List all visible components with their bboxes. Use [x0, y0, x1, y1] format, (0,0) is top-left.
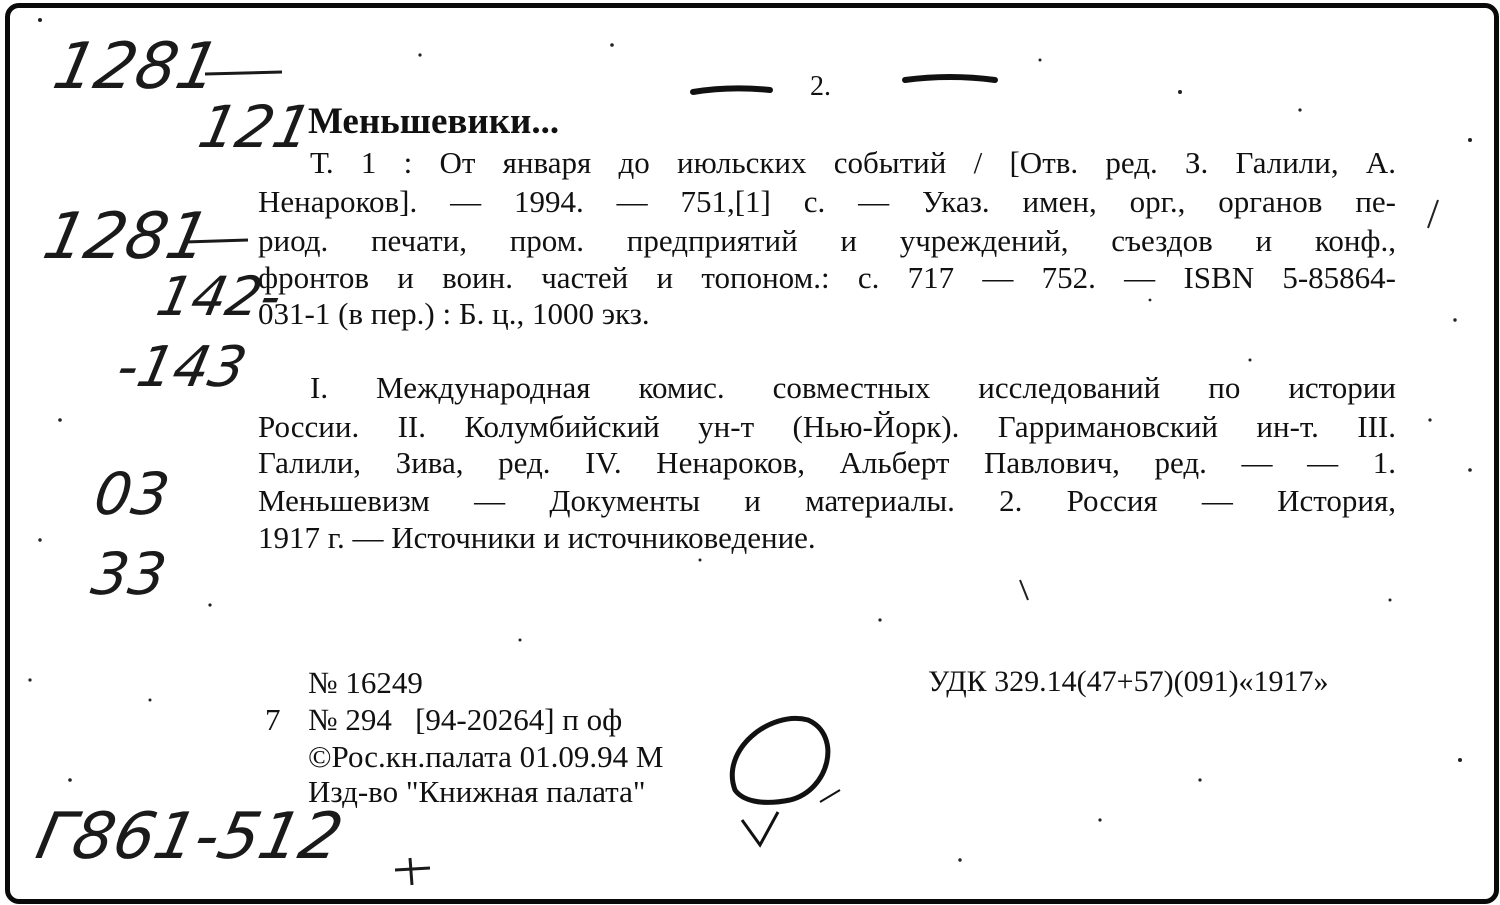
subject-line: Меньшевизм — Документы и материалы. 2. Россия — История, — [258, 483, 1396, 518]
record-number: № 16249 — [308, 665, 423, 700]
entry-line: фронтов и воин. частей и топоном.: с. 717 — 752. — ISBN 5-85864- — [258, 260, 1396, 295]
handwritten-shelfmark: 121 — [192, 93, 318, 161]
handwritten-code: 03 — [90, 460, 174, 528]
page-number: 2. — [810, 71, 831, 102]
udk-code: УДК 329.14(47+57)(091)«1917» — [928, 665, 1329, 698]
subject-line: I. Международная комис. совместных исследований по истории — [310, 370, 1396, 405]
handwritten-shelfmark: 142- — [151, 265, 288, 328]
entry-line: риод. печати, пром. предприятий и учреждений, съездов и конф., — [258, 223, 1396, 258]
footer-line: № 294 [94-20264] п оф — [308, 702, 623, 737]
subject-line: Галили, Зива, ред. IV. Ненароков, Альберт Павлович, ред. — — 1. — [258, 445, 1396, 480]
handwritten-shelfmark: -143 — [111, 335, 253, 400]
entry-line: Т. 1 : От января до июльских событий / [Отв. ред. З. Галили, А. — [310, 145, 1396, 180]
handwritten-code: 33 — [87, 540, 171, 608]
handwritten-shelfmark: 1281 — [37, 200, 216, 274]
footer-line: ©Рос.кн.палата 01.09.94 М — [308, 739, 664, 774]
record-title: Меньшевики... — [308, 101, 560, 142]
publisher-line: Изд-во "Книжная палата" — [308, 774, 646, 809]
subject-line: России. II. Колумбийский ун-т (Нью-Йорк). Гарримановский ин-т. III. — [258, 409, 1396, 444]
entry-line: Ненароков]. — 1994. — 751,[1] с. — Указ. имен, орг., органов пе- — [258, 184, 1396, 219]
handwritten-shelfmark: 1281 — [47, 30, 226, 104]
entry-line: 031-1 (в пер.) : Б. ц., 1000 экз. — [258, 296, 650, 331]
handwritten-inventory: Г861-512 — [30, 800, 349, 874]
subject-line: 1917 г. — Источники и источниковедение. — [258, 520, 816, 555]
footer-prefix: 7 — [265, 702, 281, 737]
